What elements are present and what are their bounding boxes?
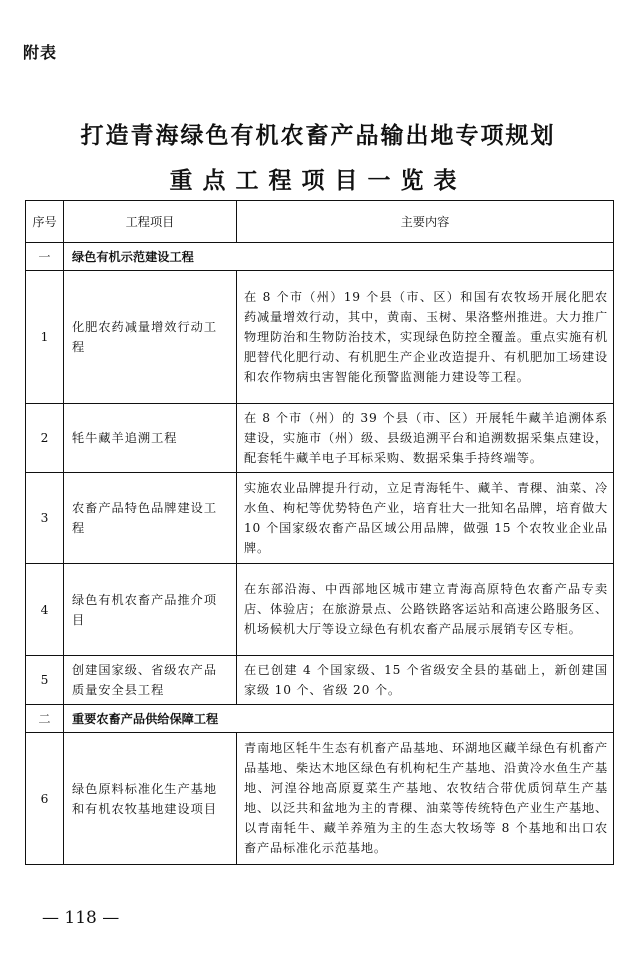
table-header-row — [26, 201, 614, 243]
section-name: 绿色有机示范建设工程 — [64, 243, 614, 271]
section-row — [26, 243, 614, 271]
row-project: 绿色有机农畜产品推介项目 — [64, 564, 237, 656]
section-number: 一 — [26, 243, 64, 271]
row-content: 在 8 个市（州）的 39 个县（市、区）开展牦牛藏羊追溯体系建设，实施市（州）级、县级追溯平台和追溯数据采集点建设，配套牦牛藏羊电子耳标采购、数据采集手持终端等。 — [237, 404, 614, 473]
row-number: 4 — [26, 564, 64, 656]
row-content: 在 8 个市（州）19 个县（市、区）和国有农牧场开展化肥农药减量增效行动，其中，黄南、玉树、果洛整州推进。大力推广物理防治和生物防治技术，实现绿色防控全覆盖。重点实施有机肥替代化肥行动、有机肥生产企业改造提升、有机肥加工场建设和农作物病虫害智能化预警监测能力建设等工程。 — [237, 271, 614, 404]
row-number: 1 — [26, 271, 64, 404]
row-project: 创建国家级、省级农产品质量安全县工程 — [64, 656, 237, 705]
table-row — [26, 733, 614, 865]
section-name: 重要农畜产品供给保障工程 — [64, 705, 614, 733]
row-content: 实施农业品牌提升行动，立足青海牦牛、藏羊、青稞、油菜、冷水鱼、枸杞等优势特色产业，培育壮大一批知名品牌，培育做大 10 个国家级农畜产品区域公用品牌，做强 15 个农牧业企业品牌。 — [237, 473, 614, 564]
section-number: 二 — [26, 705, 64, 733]
row-number: 5 — [26, 656, 64, 705]
project-table — [25, 200, 614, 865]
header-content: 主要内容 — [237, 201, 614, 243]
table-row — [26, 473, 614, 564]
row-content: 青南地区牦牛生态有机畜产品基地、环湖地区藏羊绿色有机畜产品基地、柴达木地区绿色有机枸杞生产基地、沿黄冷水鱼生产基地、河湟谷地高原夏菜生产基地、农牧结合带优质饲草生产基地、以泛共和盆地为主的青稞、油菜等传统特色产业生产基地、以青南牦牛、藏羊养殖为主的生态大牧场等 8 个基地和出口农畜产品标准化示范基地。 — [237, 733, 614, 865]
document-subtitle: 重点工程项目一览表 — [169, 167, 467, 194]
appendix-label: 附表 — [23, 43, 58, 62]
row-project: 牦牛藏羊追溯工程 — [64, 404, 237, 473]
table-row — [26, 271, 614, 404]
section-row — [26, 705, 614, 733]
row-content: 在东部沿海、中西部地区城市建立青海高原特色农畜产品专卖店、体验店；在旅游景点、公路铁路客运站和高速公路服务区、机场候机大厅等设立绿色有机农畜产品展示展销专区专柜。 — [237, 564, 614, 656]
page-number: — 118 — — [42, 908, 120, 928]
table-row — [26, 404, 614, 473]
row-number: 2 — [26, 404, 64, 473]
row-number: 3 — [26, 473, 64, 564]
table-row — [26, 564, 614, 656]
row-content: 在已创建 4 个国家级、15 个省级安全县的基础上，新创建国家级 10 个、省级 20 个。 — [237, 656, 614, 705]
table-row — [26, 656, 614, 705]
header-project: 工程项目 — [64, 201, 237, 243]
document-title: 打造青海绿色有机农畜产品输出地专项规划 — [80, 122, 556, 149]
header-number: 序号 — [26, 201, 64, 243]
row-project: 化肥农药减量增效行动工程 — [64, 271, 237, 404]
row-project: 绿色原料标准化生产基地和有机农牧基地建设项目 — [64, 733, 237, 865]
row-project: 农畜产品特色品牌建设工程 — [64, 473, 237, 564]
row-number: 6 — [26, 733, 64, 865]
